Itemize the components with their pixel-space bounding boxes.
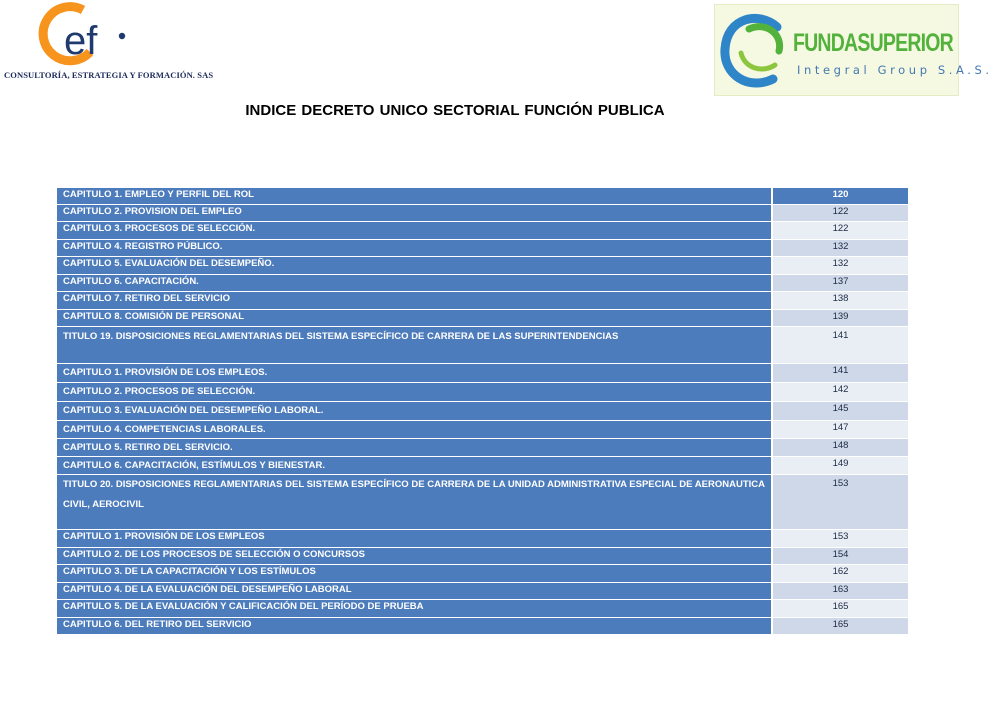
row-label: TITULO 20. DISPOSICIONES REGLAMENTARIAS DEL SISTEMA ESPECÍFICO DE CARRERA DE LA UNIDAD ADMINISTRATIVA ESPECIAL DE AERONAUTICA CIVIL, AEROCIVIL [57,475,773,529]
table-row [57,457,908,475]
row-page: 120 [773,188,908,204]
row-label: CAPITULO 6. CAPACITACIÓN. [57,275,773,291]
row-label: CAPITULO 1. PROVISIÓN DE LOS EMPLEOS [57,530,773,547]
row-page: 153 [773,530,908,547]
table-row [57,548,908,565]
row-page: 149 [773,457,908,474]
table-row [57,439,908,457]
table-row [57,240,908,257]
table-row [57,257,908,275]
row-label: CAPITULO 5. RETIRO DEL SERVICIO. [57,439,773,456]
row-page: 165 [773,600,908,617]
row-page: 147 [773,421,908,438]
table-row [57,618,908,635]
row-label: TITULO 19. DISPOSICIONES REGLAMENTARIAS DEL SISTEMA ESPECÍFICO DE CARRERA DE LAS SUPERINTENDENCIAS [57,327,773,363]
row-page: 165 [773,618,908,634]
row-page: 162 [773,565,908,582]
row-page: 145 [773,402,908,420]
cef-logo-mark-icon [50,2,140,70]
row-page: 141 [773,364,908,382]
row-page: 153 [773,475,908,529]
row-label: CAPITULO 4. DE LA EVALUACIÓN DEL DESEMPEÑO LABORAL [57,583,773,599]
row-page: 141 [773,327,908,363]
table-row [57,402,908,421]
row-page: 132 [773,240,908,256]
row-label: CAPITULO 4. REGISTRO PÚBLICO. [57,240,773,256]
table-row [57,383,908,402]
row-label: CAPITULO 4. COMPETENCIAS LABORALES. [57,421,773,438]
row-label: CAPITULO 3. DE LA CAPACITACIÓN Y LOS ESTÍMULOS [57,565,773,582]
row-label: CAPITULO 2. DE LOS PROCESOS DE SELECCIÓN O CONCURSOS [57,548,773,564]
row-label: CAPITULO 3. EVALUACIÓN DEL DESEMPEÑO LABORAL. [57,402,773,420]
table-row [57,530,908,548]
row-page: 138 [773,292,908,309]
table-row [57,600,908,618]
page-title: INDICE DECRETO UNICO SECTORIAL FUNCIÓN PUBLICA [245,102,665,119]
cef-logo [2,2,214,90]
row-label: CAPITULO 3. PROCESOS DE SELECCIÓN. [57,222,773,239]
table-row [57,310,908,327]
index-table [57,188,908,635]
table-row [57,188,908,205]
row-label: CAPITULO 6. CAPACITACIÓN, ESTÍMULOS Y BIENESTAR. [57,457,773,474]
row-page: 137 [773,275,908,291]
table-row [57,475,908,530]
row-page: 122 [773,205,908,221]
cef-tagline: CONSULTORÍA, ESTRATEGIA Y FORMACIÓN. SAS [4,70,214,80]
table-row [57,421,908,439]
table-row [57,565,908,583]
fundasuperior-subtitle: Integral Group S.A.S. [797,63,993,77]
row-page: 148 [773,439,908,456]
row-label: CAPITULO 2. PROCESOS DE SELECCIÓN. [57,383,773,401]
row-page: 154 [773,548,908,564]
fundasuperior-brand: FUNDASUPERIOR [793,29,953,57]
row-label: CAPITULO 6. DEL RETIRO DEL SERVICIO [57,618,773,634]
table-row [57,583,908,600]
row-label: CAPITULO 8. COMISIÓN DE PERSONAL [57,310,773,326]
cef-logo-mark-text: ef [64,19,98,63]
swirl-icon [719,9,793,93]
table-row [57,275,908,292]
row-page: 139 [773,310,908,326]
table-row [57,222,908,240]
table-row [57,292,908,310]
row-label: CAPITULO 1. PROVISIÓN DE LOS EMPLEOS. [57,364,773,382]
row-page: 142 [773,383,908,401]
row-label: CAPITULO 7. RETIRO DEL SERVICIO [57,292,773,309]
row-label: CAPITULO 5. DE LA EVALUACIÓN Y CALIFICACIÓN DEL PERÍODO DE PRUEBA [57,600,773,617]
row-label: CAPITULO 1. EMPLEO Y PERFIL DEL ROL [57,188,773,204]
row-page: 132 [773,257,908,274]
row-label: CAPITULO 5. EVALUACIÓN DEL DESEMPEÑO. [57,257,773,274]
table-row [57,205,908,222]
table-row [57,364,908,383]
row-label: CAPITULO 2. PROVISION DEL EMPLEO [57,205,773,221]
row-page: 122 [773,222,908,239]
fundasuperior-logo [714,4,993,96]
row-page: 163 [773,583,908,599]
table-row [57,327,908,364]
